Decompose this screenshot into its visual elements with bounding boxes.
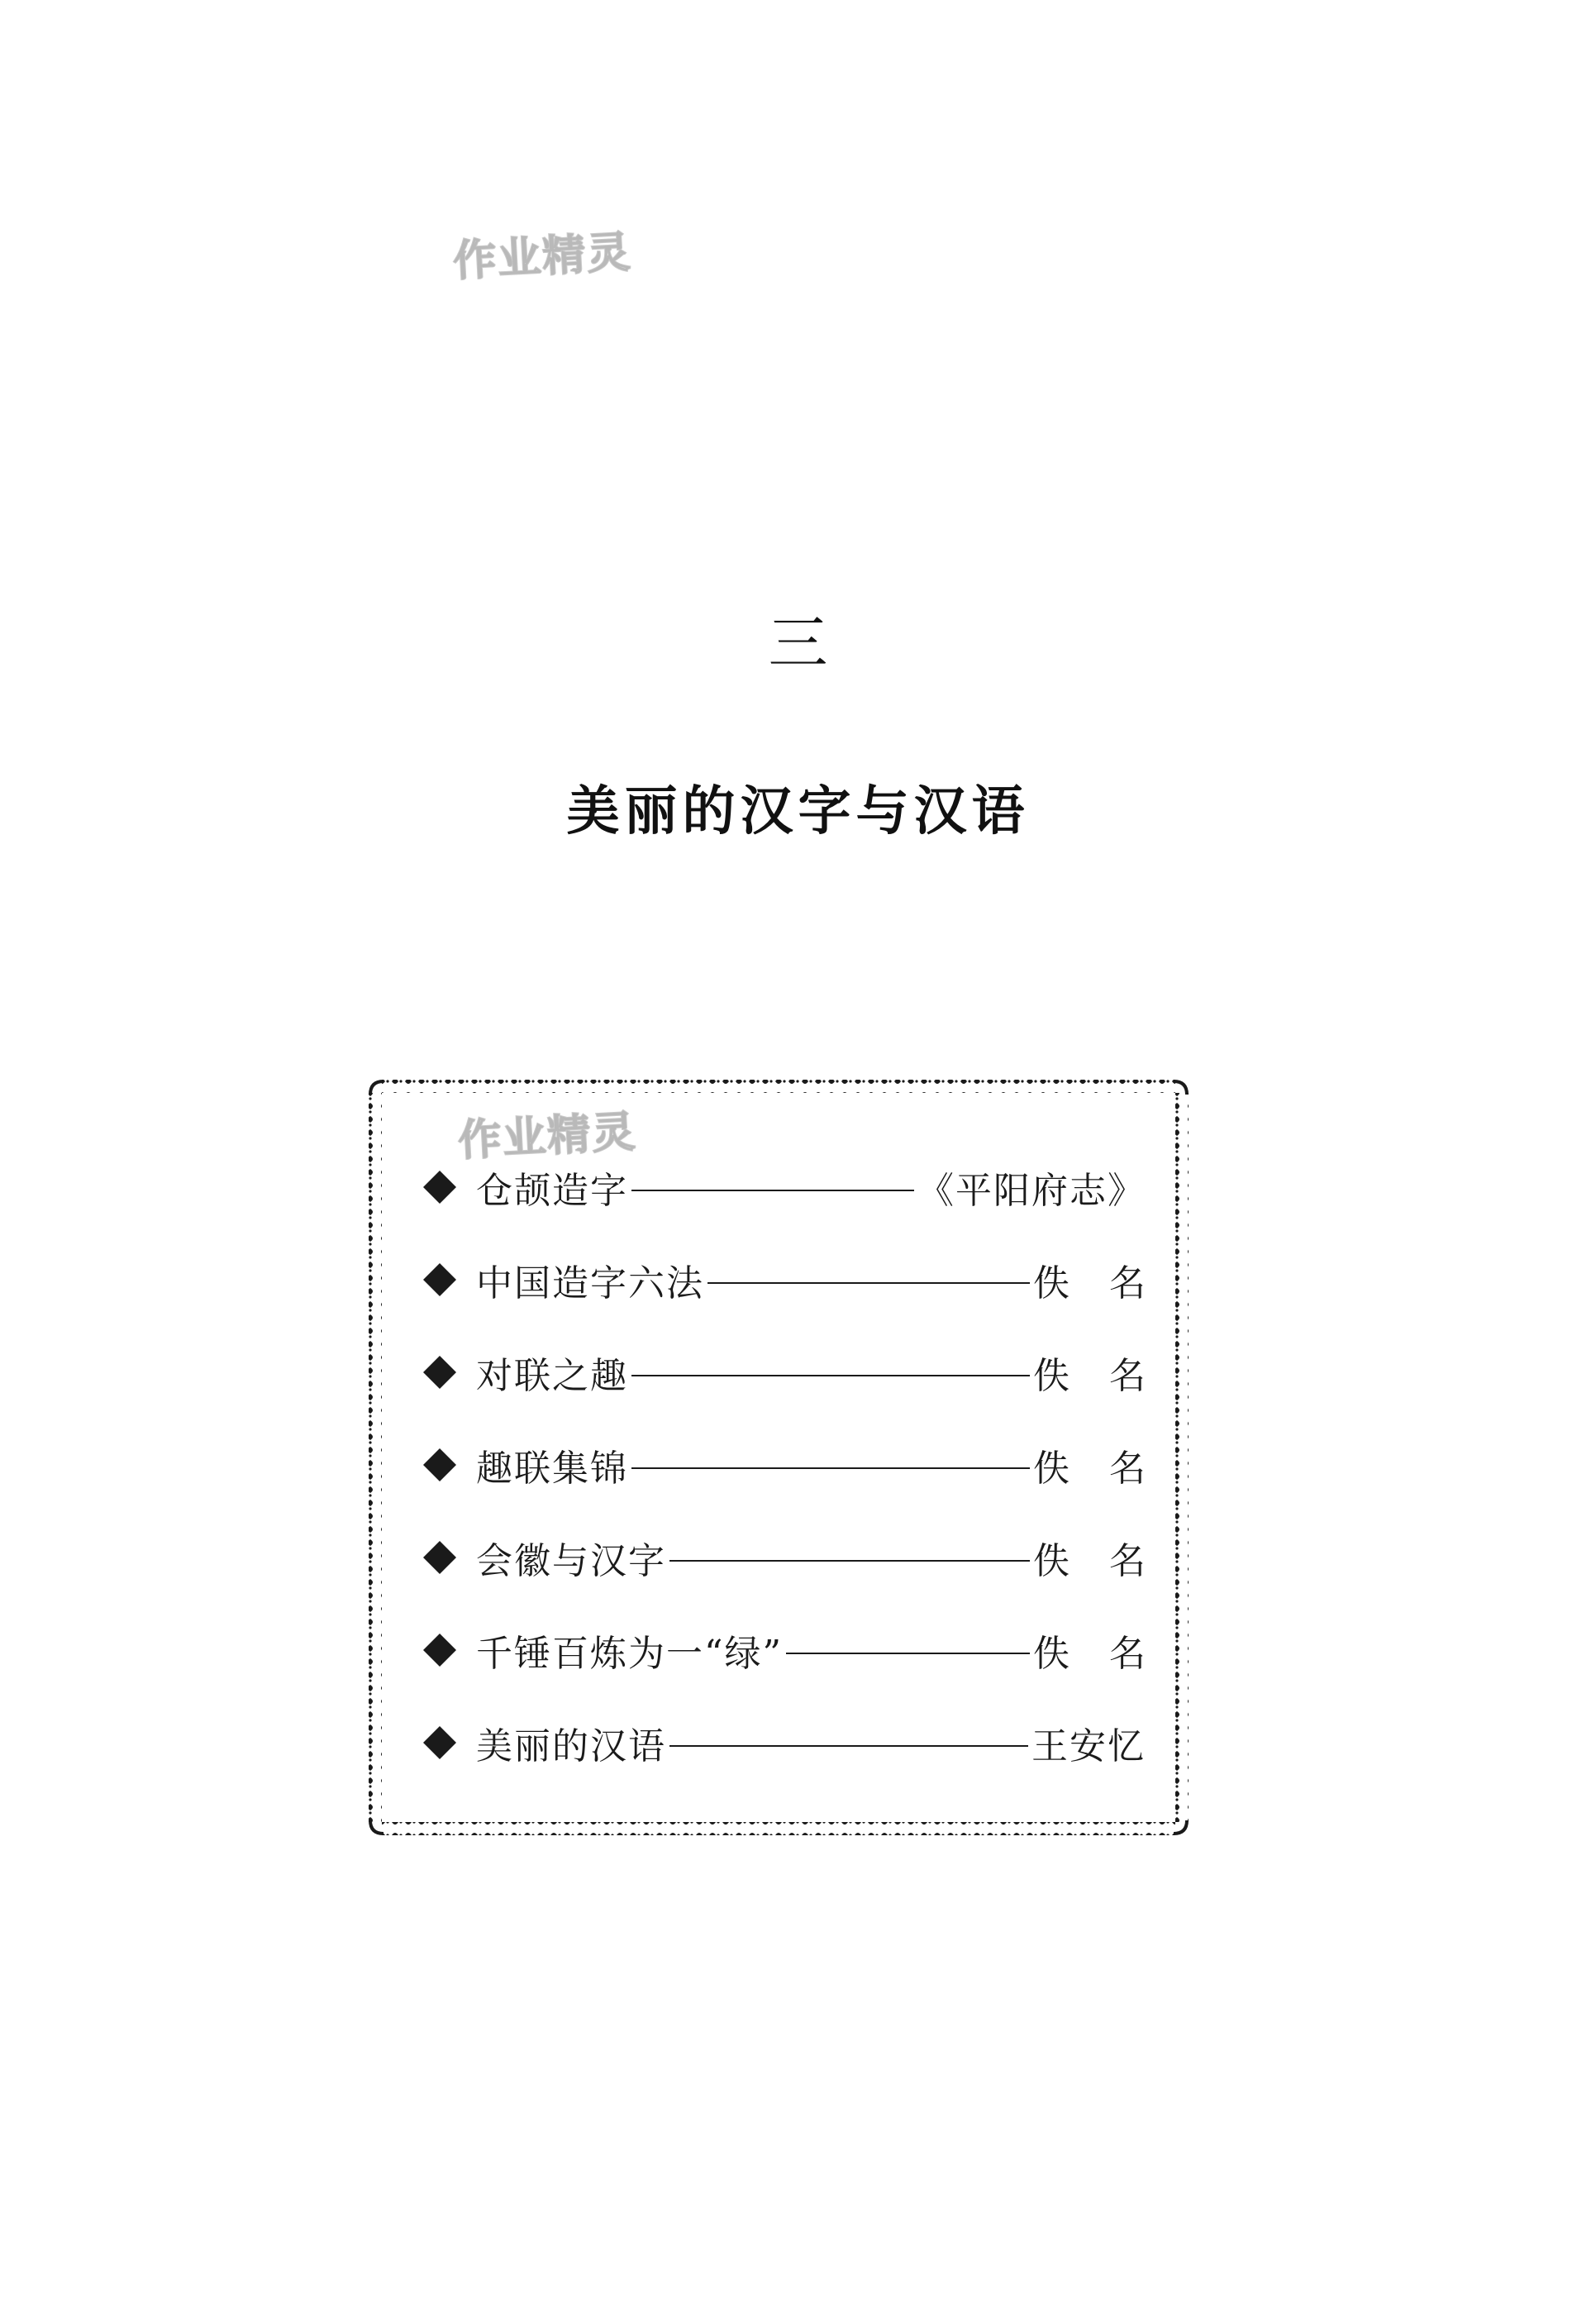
diamond-bullet-icon — [422, 1632, 458, 1668]
diamond-bullet-icon — [422, 1169, 458, 1205]
toc-item-title: 中国造字六法 — [476, 1262, 704, 1305]
toc-item — [422, 1141, 1146, 1233]
watermark-box: 作业精灵 — [456, 1107, 638, 1166]
toc-list — [422, 1141, 1185, 1789]
toc-item — [422, 1604, 1185, 1696]
toc-item — [422, 1326, 1185, 1419]
toc-item — [422, 1696, 1146, 1789]
toc-item-author: 佚名 — [1033, 1540, 1185, 1582]
toc-item-title: 趣联集锦 — [476, 1448, 628, 1490]
toc-item-title: 会徽与汉字 — [476, 1540, 666, 1582]
toc-item-author: 《平阳府志》 — [917, 1170, 1146, 1212]
leader-line — [669, 1745, 1028, 1747]
watermark-top: 作业精灵 — [451, 227, 633, 287]
diamond-bullet-icon — [422, 1724, 458, 1761]
diamond-bullet-icon — [422, 1539, 458, 1576]
diamond-bullet-icon — [422, 1354, 458, 1390]
section-number: 三 — [768, 608, 828, 678]
leader-line — [669, 1560, 1030, 1562]
toc-item-author: 佚名 — [1033, 1355, 1185, 1397]
toc-item — [422, 1419, 1185, 1511]
toc-item-title: 美丽的汉语 — [476, 1725, 666, 1767]
leader-line — [631, 1375, 1030, 1376]
diamond-bullet-icon — [422, 1262, 458, 1298]
toc-item-title: 千锤百炼为一“绿” — [476, 1633, 783, 1675]
toc-item-author: 佚名 — [1033, 1448, 1185, 1490]
toc-item-title: 对联之趣 — [476, 1355, 628, 1397]
toc-item-author: 王安忆 — [1031, 1725, 1146, 1767]
leader-line — [631, 1190, 914, 1191]
section-title: 美丽的汉字与汉语 — [566, 781, 1030, 842]
toc-item-title: 仓颉造字 — [476, 1170, 628, 1212]
leader-line — [786, 1653, 1030, 1654]
diamond-bullet-icon — [422, 1447, 458, 1483]
toc-item — [422, 1233, 1185, 1326]
toc-item-author: 佚名 — [1033, 1262, 1185, 1305]
toc-item-author: 佚名 — [1033, 1633, 1185, 1675]
toc-box — [364, 1075, 1193, 1840]
leader-line — [707, 1282, 1030, 1284]
toc-item — [422, 1511, 1185, 1604]
leader-line — [631, 1467, 1030, 1469]
